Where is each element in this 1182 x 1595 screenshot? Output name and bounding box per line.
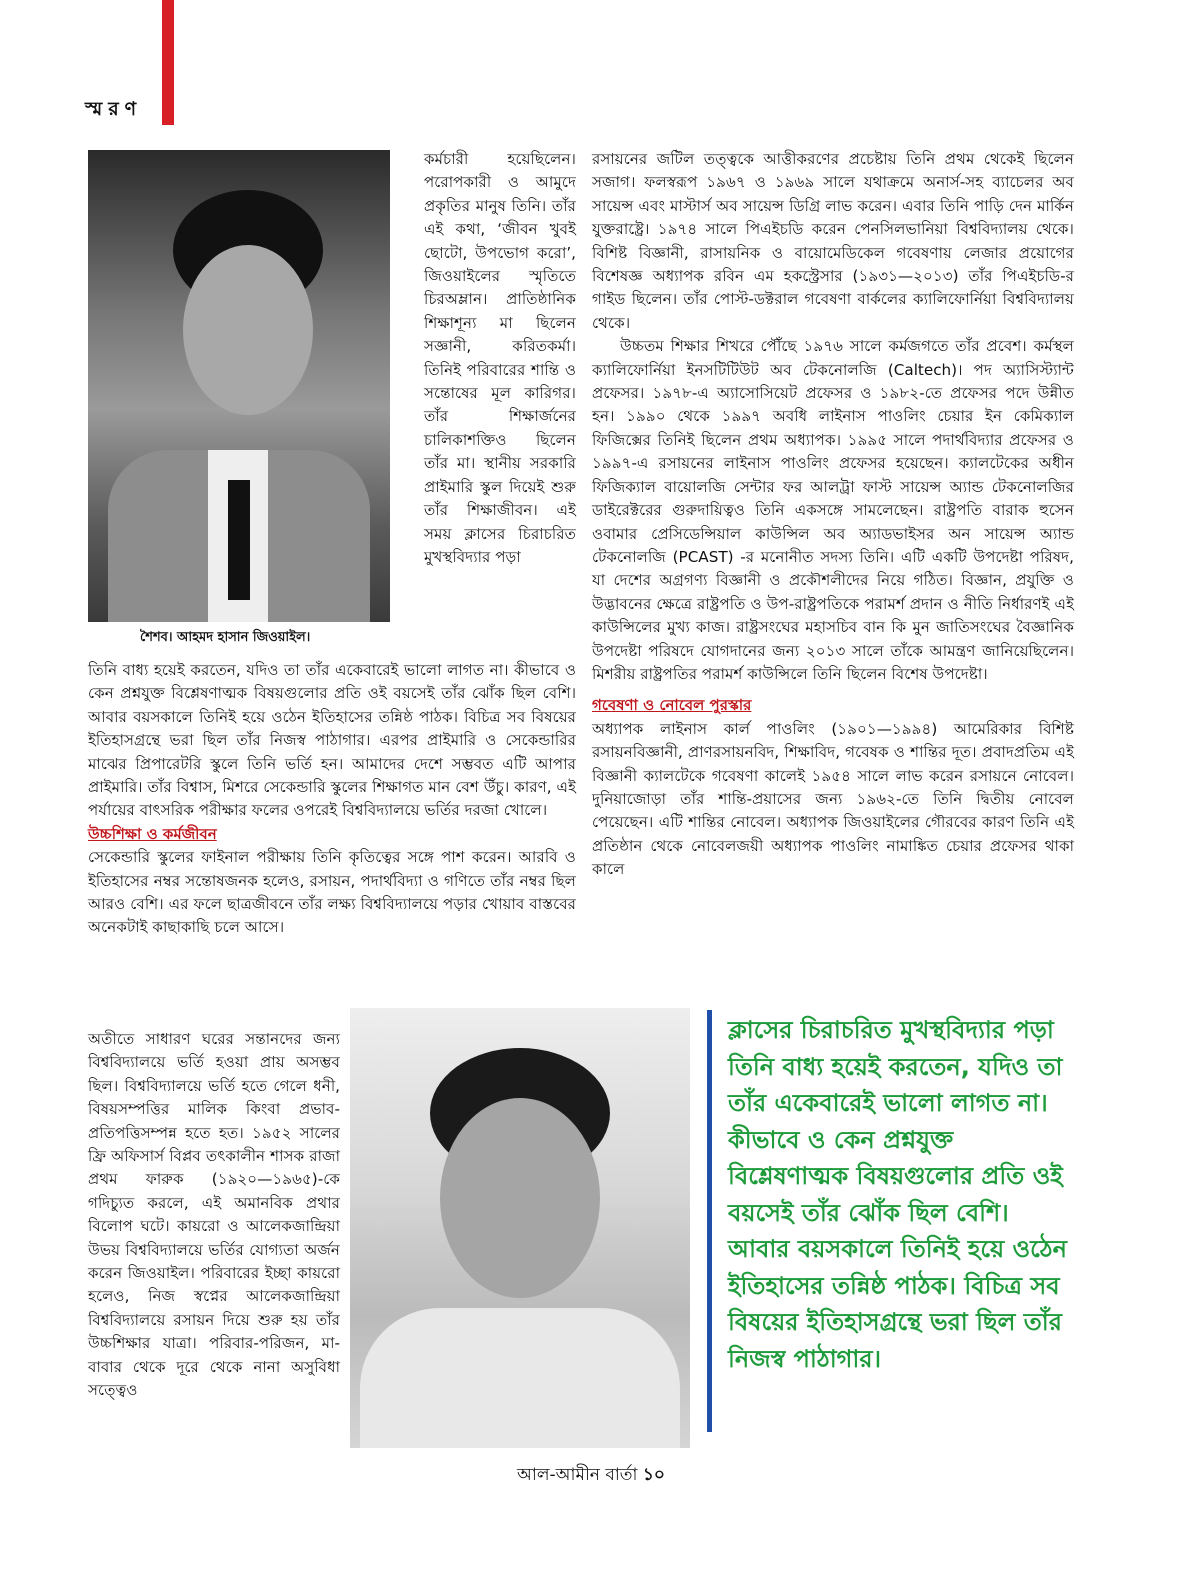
photo-caption: শৈশব। আহমদ হাসান জিওয়াইল। (140, 630, 311, 645)
paragraph: উচ্চতম শিক্ষার শিখরে পৌঁছে ১৯৭৬ সালে কর্মজগতে তাঁর প্রবেশ। কর্মস্থল ক্যালিফোর্নিয়া ইনসটিটিউট অব টেকনোলজি (Caltech)। পদ অ্যাসিস্ট্যান্ট প্রফেসর। ১৯৭৮-এ অ্যাসোসিয়েট প্রফেসর ও ১৯৮২-তে প্রফেসর পদে উন্নীত হন। ১৯৯০ থেকে ১৯৯৭ অবধি লাইনাস পাওলিং চেয়ার ইন কেমিক্যাল ফিজিক্সের তিনিই ছিলেন প্রথম অধ্যাপক। ১৯৯৫ সালে পদার্থবিদ্যার প্রফেসর ও ১৯৯৭-এ রসায়নের লাইনাস পাওলিং প্রফেসর হয়েছেন। ক্যালটেকের অধীন ফিজিক্যাল বায়োলজি সেন্টার ফর আলট্রা ফাস্ট সায়েন্স অ্যান্ড টেকনোলজির ডাইরেক্টরের গুরুদায়িত্বও তিনি একসঙ্গে সামলেছেন। রাষ্ট্রপতি বারাক হুসেন ওবামার প্রেসিডেন্সিয়াল কাউন্সিল অব অ্যাডভাইসর অন সায়েন্স অ্যান্ড টেকনোলজি (PCAST) -র মনোনীত সদস্য তিনি। এটি একটি উপদেষ্টা পরিষদ, যা দেশের অগ্রগণ্য বিজ্ঞানী ও প্রকৌশলীদের নিয়ে গঠিত। বিজ্ঞান, প্রযুক্তি ও উদ্ভাবনের ক্ষেত্রে রাষ্ট্রপতি ও উপ-রাষ্ট্রপতিকে পরামর্শ প্রদান ও নীতি নির্ধারণই এই কাউন্সিলের মুখ্য কাজ। রাষ্ট্রসংঘের মহাসচিব বান কি মুন জাতিসংঘের বৈজ্ঞানিক উপদেষ্টা পরিষদে যোগদানের জন্য ২০১৩ সালে তাঁকে আমন্ত্রণ জানিয়েছিলেন। মিশরীয় রাষ্ট্রপতির পরামর্শ কাউন্সিলে তিনি ছিলেন বিশেষ উপদেষ্টা। (592, 337, 1074, 683)
pull-quote: ক্লাসের চিরাচরিত মুখস্থবিদ্যার পড়া তিনি বাধ্য হয়েই করতেন, যদিও তা তাঁর একেবারেই ভালো লাগত না। কীভাবে ও কেন প্রশ্নযুক্ত বিশ্লেষণাত্মক বিষয়গুলোর প্রতি ওই বয়সেই তাঁর ঝোঁক ছিল বেশি। আবার বয়সকালে তিনিই হয়ে ওঠেন ইতিহাসের তন্নিষ্ঠ পাঠক। বিচিত্র সব বিষয়ের ইতিহাসগ্রন্থে ভরা ছিল তাঁর নিজস্ব পাঠাগার। (728, 1016, 1067, 1373)
paragraph: অধ্যাপক লাইনাস কার্ল পাওলিং (১৯০১—১৯৯৪) আমেরিকার বিশিষ্ট রসায়নবিজ্ঞানী, প্রাণরসায়নবিদ, শিক্ষাবিদ, গবেষক ও শান্তির দূত। প্রবাদপ্রতিম এই বিজ্ঞানী ক্যালটেকে গবেষণা কালেই ১৯৫৪ সালে লাভ করেন রসায়নে নোবেল। দুনিয়াজোড়া তাঁর শান্তি-প্রয়াসের জন্য ১৯৬২-তে তিনি দ্বিতীয় নোবেল পেয়েছেন। এটি শান্তির নোবেল। অধ্যাপক জিওয়াইলের গৌরবের কারণ তিনি এই প্রতিষ্ঠান থেকে নোবেলজয়ী অধ্যাপক পাওলিং নামাঙ্কিত চেয়ার প্রফেসর থাকা কালে (592, 719, 1074, 879)
body-text-column-a-wide (88, 659, 576, 940)
body-text-column-a-narrow (424, 148, 576, 569)
paragraph: অতীতে সাধারণ ঘরের সন্তানদের জন্য বিশ্ববিদ্যালয়ে ভর্তি হওয়া প্রায় অসম্ভব ছিল। বিশ্ববিদ্যালয়ে ভর্তি হতে গেলে ধনী, বিষয়সম্পত্তির মালিক কিংবা প্রভাব-প্রতিপত্তিসম্পন্ন হতে হত। ১৯৫২ সালের ফ্রি অফিসার্স বিপ্লব তৎকালীন শাসক রাজা প্রথম ফারুক (১৯২০—১৯৬৫)-কে গদিচ্যুত করলে, এই অমানবিক প্রথার বিলোপ ঘটে। কায়রো ও আলেকজান্দ্রিয়া উভয় বিশ্ববিদ্যালয়ে ভর্তির যোগ্যতা অর্জন করেন জিওয়াইল। পরিবারের ইচ্ছা কায়রো হলেও, নিজ স্বপ্নের আলেকজান্দ্রিয়া বিশ্ববিদ্যালয়ে রসায়ন দিয়ে শুরু হয় তাঁর উচ্চশিক্ষার যাত্রা। পরিবার-পরিজন, মা-বাবার থেকে দূরে থেকে নানা অসুবিধা সত্ত্বেও (88, 1030, 340, 1400)
body-text-column-c-narrow (88, 1028, 340, 1403)
paragraph: সেকেন্ডারি স্কুলের ফাইনাল পরীক্ষায় তিনি কৃতিত্বের সঙ্গে পাশ করেন। আরবি ও ইতিহাসের নম্বর সন্তোষজনক হলেও, রসায়ন, পদার্থবিদ্যা ও গণিতে তাঁর নম্বর ছিল আরও বেশি। এর ফলে ছাত্রজীবনে তাঁর লক্ষ্য বিশ্ববিদ্যালয়ে পড়ার খোয়াব বাস্তবের অনেকটাই কাছাকাছি চলে আসে। (88, 848, 576, 937)
subheading-nobel: গবেষণা ও নোবেল পুরস্কার (592, 696, 752, 715)
childhood-photo (88, 150, 390, 622)
paragraph: রসায়নের জটিল তত্ত্বকে আত্তীকরণের প্রচেষ্টায় তিনি প্রথম থেকেই ছিলেন সজাগ। ফলস্বরূপ ১৯৬৭ ও ১৯৬৯ সালে যথাক্রমে অনার্স-সহ ব্যাচেলর অব সায়েন্স এবং মাস্টার্স অব সায়েন্স ডিগ্রি লাভ করেন। এবার তিনি পাড়ি দেন মার্কিন যুক্তরাষ্ট্রে। ১৯৭৪ সালে পিএইচডি করেন পেনসিলভানিয়া বিশ্ববিদ্যালয় থেকে। বিশিষ্ট বিজ্ঞানী, রাসায়নিক ও বায়োমেডিকেল গবেষণায় লেজার প্রয়োগের বিশেষজ্ঞ অধ্যাপক রবিন এম হকস্ট্রেসার (১৯৩১—২০১৩) তাঁর পিএইচডি-র গাইড ছিলেন। তাঁর পোস্ট-ডক্টরাল গবেষণা বার্কলের ক্যালিফোর্নিয়া বিশ্ববিদ্যালয় থেকে। (592, 150, 1074, 332)
adult-photo (350, 1008, 690, 1448)
page-footer (0, 1462, 1182, 1490)
section-accent-bar (162, 0, 174, 125)
pull-quote-bar (707, 1010, 712, 1432)
body-text-column-b (592, 148, 1074, 882)
page-number: ১০ (642, 1465, 665, 1485)
magazine-name: আল-আমীন বার্তা (517, 1465, 638, 1485)
section-label: স্মরণ (85, 98, 143, 120)
subheading-higher-education: উচ্চশিক্ষা ও কর্মজীবন (88, 824, 217, 843)
paragraph: তিনি বাধ্য হয়েই করতেন, যদিও তা তাঁর একেবারেই ভালো লাগত না। কীভাবে ও কেন প্রশ্নযুক্ত বিশ্লেষণাত্মক বিষয়গুলোর প্রতি ওই বয়সেই তাঁর ঝোঁক ছিল বেশি। আবার বয়সকালে তিনিই হয়ে ওঠেন ইতিহাসের তন্নিষ্ঠ পাঠক। বিচিত্র সব বিষয়ের ইতিহাসগ্রন্থে ভরা ছিল তাঁর নিজস্ব পাঠাগার। এরপর প্রাইমারি ও সেকেন্ডারির মাঝের প্রিপারেটরি স্কুলে তিনি ভর্তি হন। আমাদের দেশে সম্ভবত এটি আপার প্রাইমারি। তাঁর বিশ্বাস, মিশরে সেকেন্ডারি স্কুলের শিক্ষাগত মান বেশ উঁচু। কারণ, এই পর্যায়ের বাৎসরিক পরীক্ষার ফলের ওপরেই বিশ্ববিদ্যালয়ে ভর্তির দরজা খোলে। (88, 661, 576, 820)
paragraph: কর্মচারী হয়েছিলেন। পরোপকারী ও আমুদে প্রকৃতির মানুষ তিনি। তাঁর এই কথা, ‘জীবন খুবই ছোটো, উপভোগ করো’, জিওয়াইলের স্মৃতিতে চিরঅম্লান। প্রাতিষ্ঠানিক শিক্ষাশূন্য মা ছিলেন সজ্ঞানী, করিতকর্মা। তিনিই পরিবারের শান্তি ও সন্তোষের মূল কারিগর। তাঁর শিক্ষার্জনের চালিকাশক্তিও ছিলেন তাঁর মা। স্থানীয় সরকারি প্রাইমারি স্কুল দিয়েই শুরু তাঁর শিক্ষাজীবন। এই সময় ক্লাসের চিরাচরিত মুখস্থবিদ্যার পড়া (424, 150, 576, 566)
